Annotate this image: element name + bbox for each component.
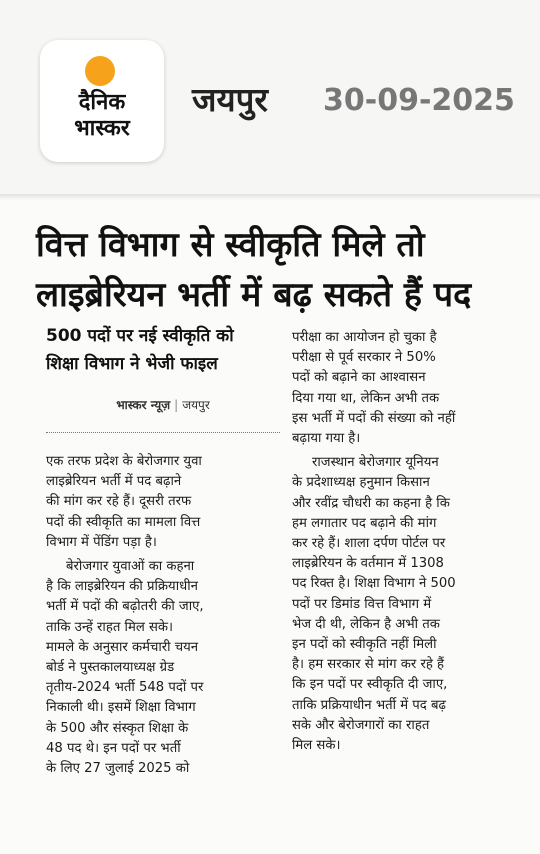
body-line: इस भर्ती में पदों की संख्या को नहीं <box>292 410 456 426</box>
logo-text-dainik: दैनिक <box>78 90 126 115</box>
subheadline <box>46 322 286 378</box>
body-line: लाइब्रेरियन के वर्तमान में 1308 <box>292 556 444 572</box>
body-line: बेरोजगार युवाओं का कहना <box>66 559 195 575</box>
sun-icon <box>85 56 115 86</box>
article-column-right <box>292 328 526 756</box>
body-line: परीक्षा से पूर्व सरकार ने 50% <box>292 350 436 366</box>
body-line: के 500 और संस्कृत शिक्षा के <box>46 720 189 736</box>
body-line: राजस्थान बेरोजगार यूनियन <box>312 455 439 471</box>
body-line: कि इन पदों पर स्वीकृति दी जाए, <box>292 677 448 693</box>
body-line: मिल सके। <box>292 738 341 754</box>
body-line: विभाग में पेंडिंग पड़ा है। <box>46 534 157 550</box>
body-line: लाइब्रेरियन भर्ती में पद बढ़ाने <box>46 474 182 490</box>
dotted-divider <box>46 432 280 433</box>
body-line: भेज दी थी, लेकिन है अभी तक <box>292 616 440 632</box>
body-line: के प्रदेशाध्यक्ष हनुमान किसान <box>292 475 430 491</box>
body-line: बोर्ड ने पुस्तकालयाध्यक्ष ग्रेड <box>46 660 175 676</box>
body-line: है कि लाइब्रेरियन की प्रक्रियाधीन <box>46 579 198 595</box>
news-article <box>0 200 540 854</box>
body-line: परीक्षा का आयोजन हो चुका है <box>292 330 437 345</box>
body-line: भर्ती में पदों की बढ़ोतरी की जाए, <box>46 599 204 615</box>
body-line: कर रहे हैं। शाला दर्पण पोर्टल पर <box>292 536 446 552</box>
headline <box>36 220 526 320</box>
body-line: बढ़ाया गया है। <box>292 431 361 447</box>
body-line: और रवींद्र चौधरी का कहना है कि <box>292 495 450 511</box>
body-line: पदों को बढ़ाने का आश्वासन <box>292 370 426 386</box>
edition-city: जयपुर <box>192 80 268 119</box>
byline <box>46 396 280 413</box>
body-line: पदों पर डिमांड वित्त विभाग में <box>292 596 432 612</box>
body-line: पदों की स्वीकृति का मामला वित्त <box>46 514 201 530</box>
article-column-left <box>46 452 282 779</box>
logo-text-bhaskar: भास्कर <box>74 116 130 141</box>
body-line: तृतीय-2024 भर्ती 548 पदों पर <box>46 680 204 696</box>
subheadline-line: शिक्षा विभाग ने भेजी फाइल <box>46 354 218 374</box>
byline-source: भास्कर न्यूज़ <box>116 398 171 412</box>
body-line: मामले के अनुसार कर्मचारी चयन <box>46 639 199 655</box>
body-line: निकाली थी। इसमें शिक्षा विभाग <box>46 700 196 716</box>
headline-line: वित्त विभाग से स्वीकृति मिले तो <box>36 225 425 265</box>
byline-place: जयपुर <box>182 398 210 412</box>
body-line: ताकि प्रक्रियाधीन भर्ती में पद बढ़ <box>292 697 446 713</box>
edition-date: 30-09-2025 <box>323 83 515 118</box>
body-line: है। हम सरकार से मांग कर रहे हैं <box>292 657 445 673</box>
subheadline-line: 500 पदों पर नई स्वीकृति को <box>46 326 234 346</box>
body-line: ताकि उन्हें राहत मिल सके। <box>46 619 174 635</box>
body-line: की मांग कर रहे हैं। दूसरी तरफ <box>46 494 192 510</box>
body-line: इन पदों को स्वीकृति नहीं मिली <box>292 637 437 653</box>
body-line: दिया गया था, लेकिन अभी तक <box>292 390 440 406</box>
headline-line: लाइब्रेरियन भर्ती में बढ़ सकते हैं पद <box>36 275 472 315</box>
dainik-bhaskar-logo <box>40 40 164 162</box>
body-line: एक तरफ प्रदेश के बेरोजगार युवा <box>46 454 202 469</box>
body-line: सके और बेरोजगारों का राहत <box>292 717 430 733</box>
body-line: 48 पद थे। इन पदों पर भर्ती <box>46 740 181 756</box>
byline-separator: | <box>174 398 179 412</box>
newspaper-header <box>0 0 540 195</box>
body-line: हम लगातार पद बढ़ाने की मांग <box>292 515 437 531</box>
body-line: के लिए 27 जुलाई 2025 को <box>46 761 190 777</box>
body-line: पद रिक्त है। शिक्षा विभाग ने 500 <box>292 576 456 592</box>
